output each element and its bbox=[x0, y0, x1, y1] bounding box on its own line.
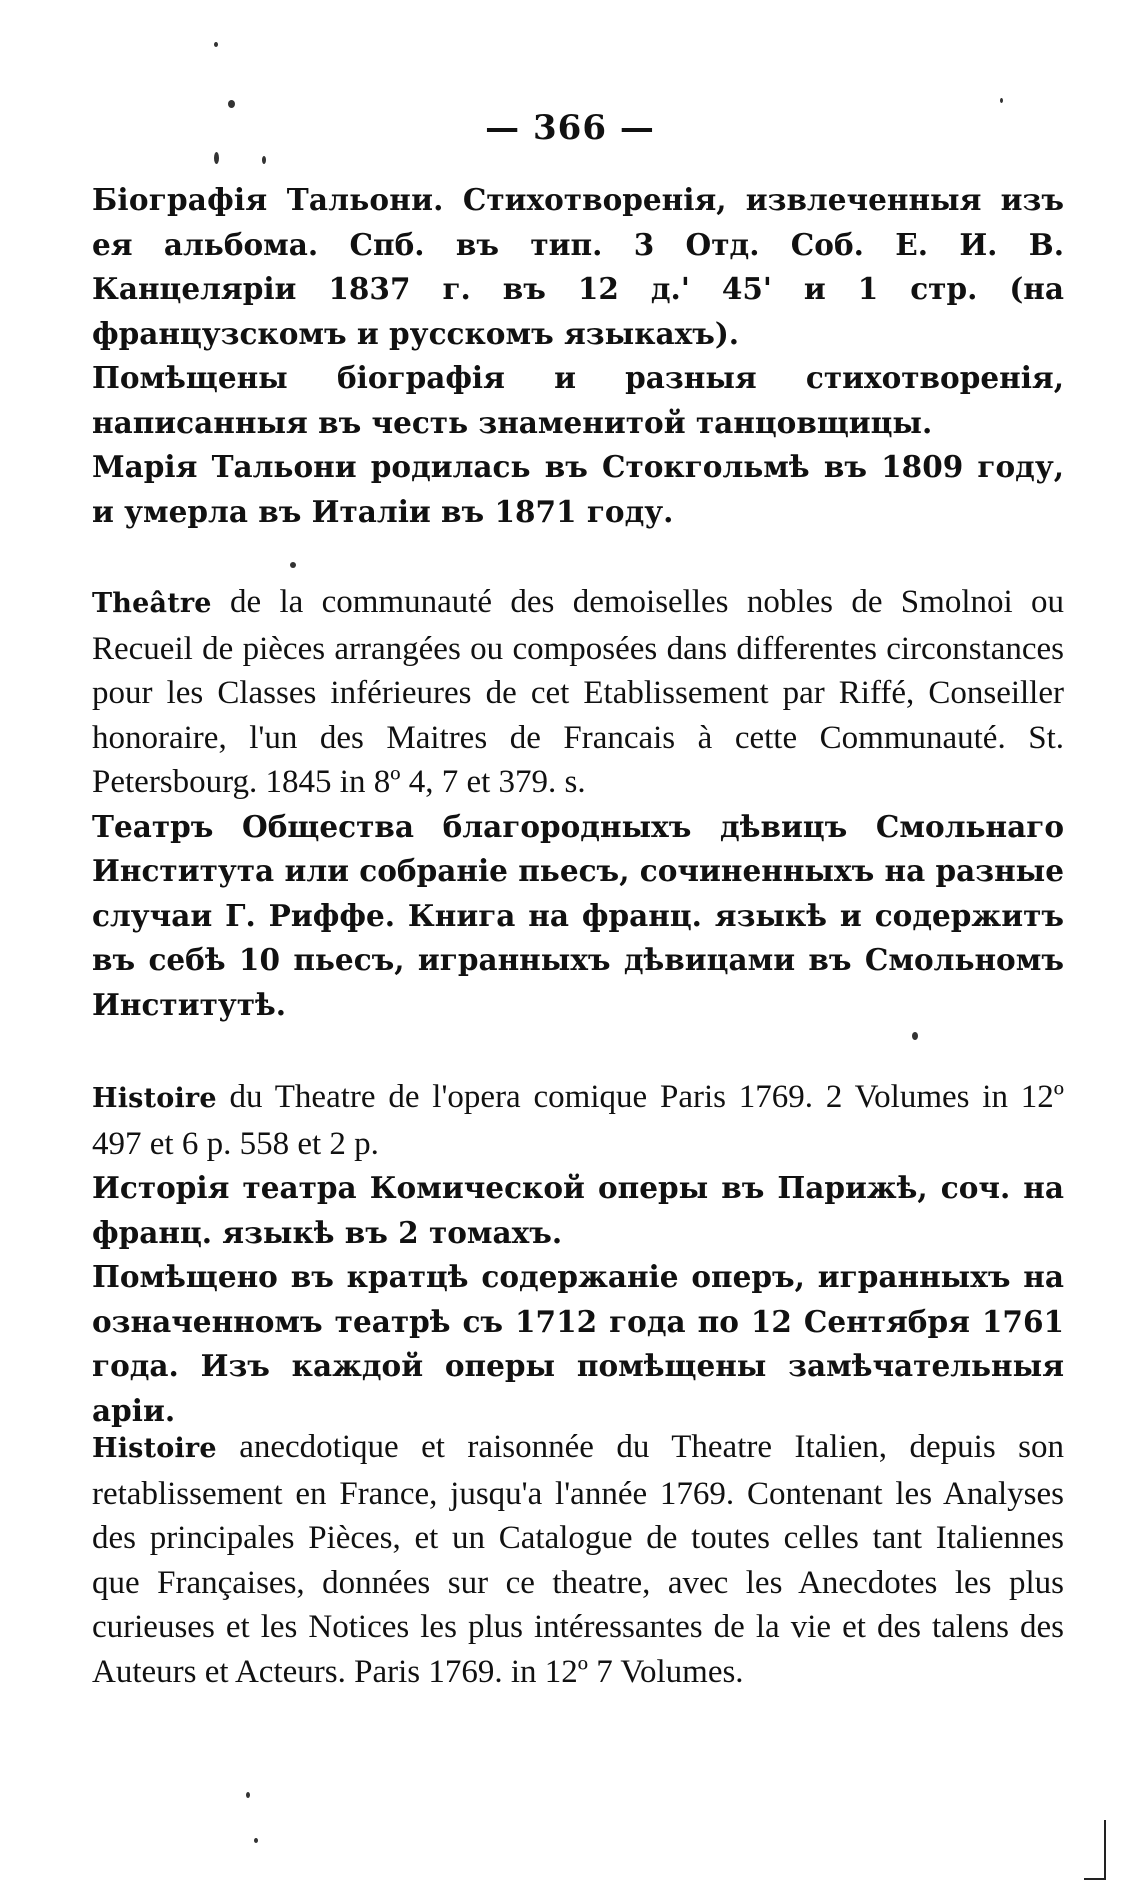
scan-speck bbox=[214, 152, 219, 164]
scan-speck bbox=[1000, 98, 1003, 103]
entry-title: Histoire bbox=[92, 1433, 217, 1464]
bibliography-entry bbox=[92, 1075, 1064, 1433]
scan-edge-mark bbox=[1104, 1820, 1106, 1880]
bibliography-entry bbox=[92, 580, 1064, 1027]
scan-speck bbox=[912, 1032, 918, 1040]
entry-paragraph bbox=[92, 1075, 1064, 1166]
entry-title: Theâtre bbox=[92, 588, 212, 619]
scan-speck bbox=[228, 100, 235, 108]
entry-text: Стихотворенія, извлеченныя изъ ея альбома. Спб. въ тип. 3 Отд. Соб. Е. И. В. Канцеляріи 1837 г. въ 12 д.' 45' и 1 стр. (на французскомъ и русскомъ языкахъ). bbox=[92, 182, 1064, 351]
scan-speck bbox=[246, 1792, 250, 1798]
entry-title: Біографія Тальони. bbox=[92, 182, 444, 217]
entry-paragraph bbox=[92, 1425, 1064, 1694]
entry-text: anecdotique et raisonnée du Theatre Italien, depuis son retablissement en France, jusqu'a l'année 1769. Contenant les Analyses des principales Pièces, et un Catalogue de toutes celles tant Italiennes que Françaises, données sur ce theatre, avec les Anecdotes les plus curieuses et les Notices les plus intéressantes de la vie et des talens des Auteurs et Acteurs. Paris 1769. in 12º 7 Volumes. bbox=[92, 1429, 1065, 1690]
entry-text: du Theatre de l'opera comique Paris 1769. 2 Volumes in 12º 497 et 6 p. 558 et 2 p. bbox=[92, 1079, 1065, 1162]
scan-speck bbox=[254, 1838, 258, 1843]
entry-text: de la communauté des demoiselles nobles de Smolnoi ou Recueil de pièces arrangées ou composées dans differentes circonstances pour les Classes inférieures de cet Etablissement par Riffé, Conseiller honoraire, l'un des Maitres de Francais à cette Communauté. St. Petersbourg. 1845 in 8º 4, 7 et 379. s. bbox=[92, 584, 1064, 800]
entry-paragraph: Исторія театра Комической оперы въ Парижѣ, соч. на франц. языкѣ въ 2 томахъ. bbox=[92, 1170, 1064, 1250]
bibliography-entry bbox=[92, 1425, 1064, 1694]
scan-edge-mark bbox=[1084, 1878, 1106, 1880]
scan-speck bbox=[290, 562, 296, 568]
entry-paragraph: Помѣщено въ кратцѣ содержаніе оперъ, игранныхъ на означенномъ театрѣ съ 1712 года по 12 Сентября 1761 года. Изъ каждой оперы помѣщены замѣчательныя аріи. bbox=[92, 1259, 1064, 1428]
entry-paragraph: Помѣщены біографія и разныя стихотворенія, написанныя въ честь знаменитой танцовщицы. bbox=[92, 360, 1064, 440]
bibliography-entry bbox=[92, 178, 1064, 534]
entry-paragraph bbox=[92, 178, 1064, 356]
page-number: — 366 — bbox=[485, 108, 655, 148]
scan-speck bbox=[214, 42, 218, 47]
entry-paragraph bbox=[92, 580, 1064, 805]
scan-speck bbox=[262, 156, 266, 164]
entry-paragraph: Марія Тальони родилась въ Стокгольмѣ въ 1809 году, и умерла въ Италіи въ 1871 году. bbox=[92, 449, 1064, 529]
entry-title: Histoire bbox=[92, 1083, 217, 1114]
entry-paragraph: Театръ Общества благородныхъ дѣвицъ Смольнаго Института или собраніе пьесъ, сочиненныхъ на разные случаи Г. Риффе. Книга на франц. языкѣ и содержитъ въ себѣ 10 пьесъ, игранныхъ дѣвицами въ Смольномъ Институтѣ. bbox=[92, 808, 1064, 1022]
